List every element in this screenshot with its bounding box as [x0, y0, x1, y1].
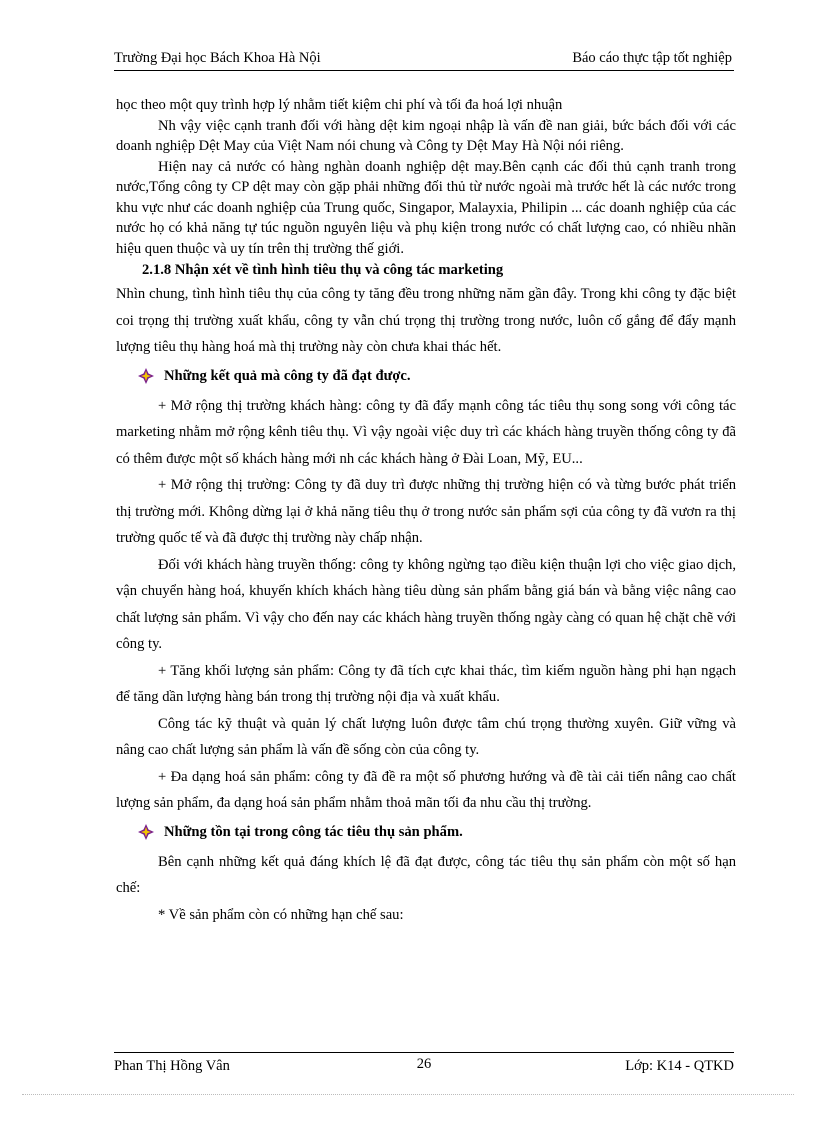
- paragraph-5: + Mở rộng thị trường khách hàng: công ty đã đẩy mạnh công tác tiêu thụ song song với công tác marketing nhằm mở rộng kênh tiêu thụ. Vì vậy ngoài việc duy trì các khách hàng truyền thống công ty đã có thêm được một số khách hàng mới nh các khách hàng ở Đài Loan, Mỹ, EU...: [116, 397, 736, 467]
- arrow-bullet-icon: [138, 368, 154, 384]
- page-number: 26: [416, 1056, 432, 1072]
- paragraph-11: Bên cạnh những kết quả đáng khích lệ đã đạt được, công tác tiêu thụ sản phẩm còn một số hạn chế:: [116, 853, 736, 896]
- paragraph-10: + Đa dạng hoá sản phẩm: công ty đã đề ra một số phương hướng và đề tài cải tiến nâng cao chất lượng sản phẩm, đa dạng hoá sản phẩm nhằm thoả mãn tối đa nhu cầu thị trường.: [116, 768, 736, 811]
- paragraph-1: học theo một quy trình hợp lý nhằm tiết kiệm chi phí và tối đa hoá lợi nhuận: [116, 97, 563, 113]
- paragraph-4: Nhìn chung, tình hình tiêu thụ của công ty tăng đều trong những năm gần đây. Trong khi công ty đặc biệt coi trọng thị trường xuất khẩu, công ty vẫn chú trọng thị trường trong nước, luôn cố gắng để đẩy mạnh lượng tiêu thụ hàng hoá mà thị trường này còn chưa khai thác hết.: [116, 286, 736, 355]
- paragraph-12: * Về sản phẩm còn có những hạn chế sau:: [158, 906, 404, 923]
- page-header: [114, 50, 732, 68]
- paragraph-7: Đối với khách hàng truyền thống: công ty không ngừng tạo điều kiện thuận lợi cho việc giao dịch, vận chuyển hàng hoá, khuyến khích khách hàng tiêu dùng sản phẩm bằng giá bán và bằng việc nâng cao chất lượng sản phẩm. Vì vậy cho đến nay các khách hàng truyền thống ngày càng có quan hệ chặt chẽ với công ty.: [116, 556, 736, 652]
- bullet-heading-results-text: Những kết quả mà công ty đã đạt được.: [164, 367, 411, 384]
- paragraph-9: Công tác kỹ thuật và quản lý chất lượng luôn được tâm chú trọng thường xuyên. Giữ vững và nâng cao chất lượng sản phẩm là vấn đề sống còn của công ty.: [116, 715, 736, 758]
- bullet-heading-limitations: [116, 821, 736, 843]
- paragraph-8: + Tăng khối lượng sản phẩm: Công ty đã tích cực khai thác, tìm kiếm nguồn hàng phi hạn ngạch để tăng dần lượng hàng bán trong thị trường nội địa và xuất khẩu.: [116, 662, 736, 705]
- footer-author: Phan Thị Hồng Vân: [114, 1058, 230, 1074]
- header-university: Trường Đại học Bách Khoa Hà Nội: [114, 50, 321, 66]
- paragraph-2: Nh vậy việc cạnh tranh đối với hàng dệt kim ngoại nhập là vấn đề nan giải, bức bách đối với các doanh nghiệp Dệt May của Việt Nam nói chung và Công ty Dệt May Hà Nội nói riêng.: [116, 117, 736, 154]
- footer-class: Lớp: K14 - QTKD: [625, 1058, 734, 1074]
- paragraph-3: Hiện nay cả nước có hàng nghàn doanh nghiệp dệt may.Bên cạnh các đối thủ cạnh tranh trong nước,Tổng công ty CP dệt may còn gặp phải những đối thủ từ nước ngoài mà trước hết là các nước trong khu vực như các doanh nghiệp của Trung quốc, Singapor, Malayxia, Philipin ... các doanh nghiệp của các nước họ có khả năng tự túc nguồn nguyên liệu và phụ kiện trong nước có chất lượng cao, có nhiều nhãn hiệu quen thuộc và uy tín trên thị trường thế giới.: [116, 158, 736, 257]
- page-bottom-dotted-line: [22, 1094, 794, 1095]
- paragraph-6: + Mở rộng thị trường: Công ty đã duy trì được những thị trường hiện có và từng bước phát triển thị trường mới. Không dừng lại ở khả năng tiêu thụ ở trong nước sản phẩm sợi của công ty đã vươn ra thị trường quốc tế và đã được thị trường này chấp nhận.: [116, 477, 736, 546]
- footer-divider: [114, 1052, 734, 1053]
- page-body: [116, 95, 736, 928]
- arrow-bullet-icon: [138, 824, 154, 840]
- header-report-title: Báo cáo thực tập tốt nghiệp: [572, 50, 732, 66]
- bullet-heading-results: [116, 365, 736, 387]
- section-heading: 2.1.8 Nhận xét về tình hình tiêu thụ và công tác marketing: [142, 262, 504, 278]
- header-divider: [114, 70, 734, 71]
- page-footer: [114, 1056, 734, 1076]
- bullet-heading-limitations-text: Những tồn tại trong công tác tiêu thụ sản phẩm.: [164, 823, 463, 840]
